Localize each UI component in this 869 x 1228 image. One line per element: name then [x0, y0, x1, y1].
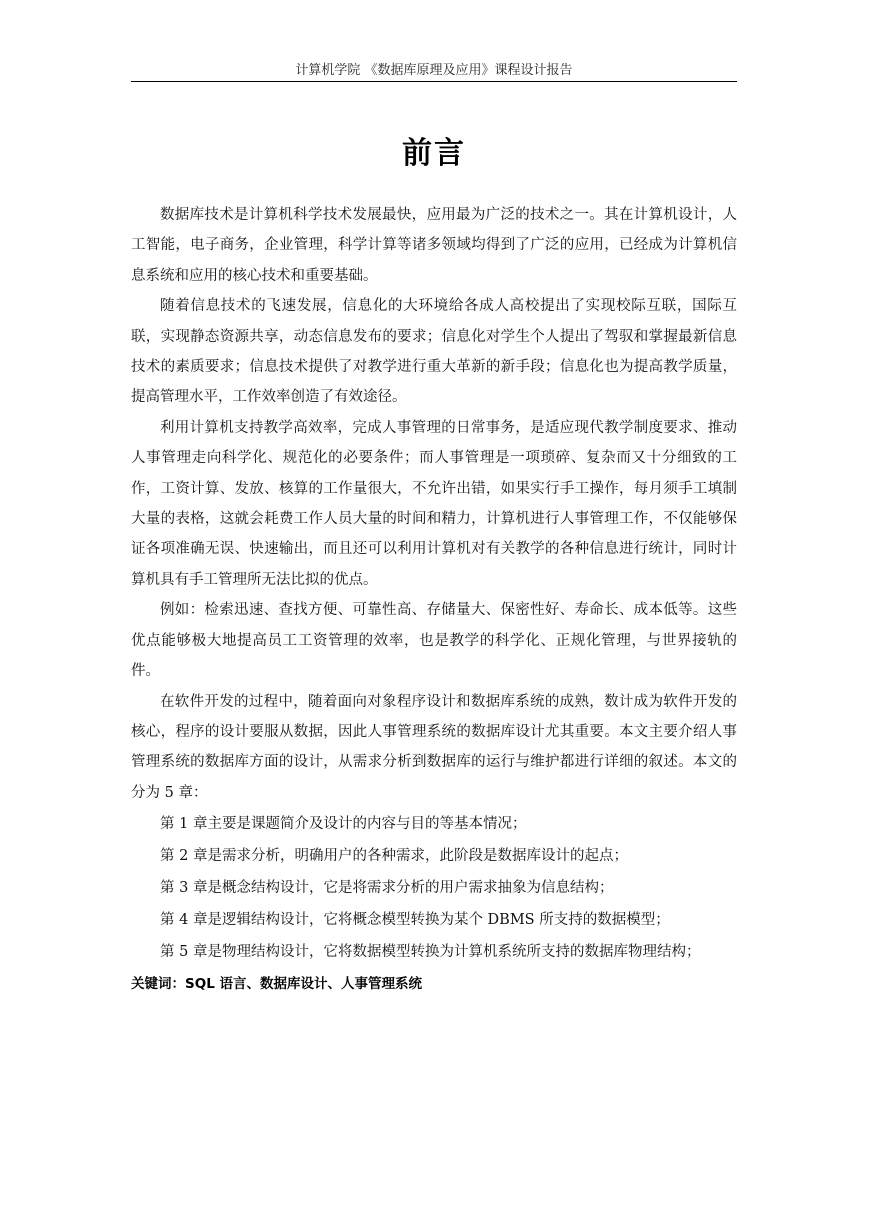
chapter-item: 第 5 章是物理结构设计，它将数据模型转换为计算机系统所支持的数据库物理结构；: [160, 944, 701, 961]
chapter-item: 第 3 章是概念结构设计，它是将需求分析的用户需求抽象为信息结构；: [160, 880, 614, 897]
page-title: 前言: [402, 136, 466, 171]
page-header: 计算机学院 《数据库原理及应用》课程设计报告: [295, 63, 573, 78]
paragraph: 例如：检索迅速、查找方便、可靠性高、存储量大、保密性好、寿命长、成本低等。这些优点能够极大地提高员工工资管理的效率，也是教学的科学化、正规化管理，与世界接轨的件。: [131, 602, 737, 680]
paragraph: 随着信息技术的飞速发展，信息化的大环境给各成人高校提出了实现校际互联，国际互联，实现静态资源共享，动态信息发布的要求；信息化对学生个人提出了驾驭和掌握最新信息技术的素质要求；信息技术提供了对教学进行重大革新的新手段；信息化也为提高教学质量，提高管理水平，工作效率创造了有效途径。: [131, 298, 737, 406]
paragraph: 利用计算机支持教学高效率，完成人事管理的日常事务，是适应现代教学制度要求、推动人事管理走向科学化、规范化的必要条件；而人事管理是一项琐碎、复杂而又十分细致的工作，工资计算、发放、核算的工作量很大，不允许出错，如果实行手工操作，每月须手工填制大量的表格，这就会耗费工作人员大量的时间和精力，计算机进行人事管理工作，不仅能够保证各项准确无误、快速输出，而且还可以利用计算机对有关教学的各种信息进行统计，同时计算机具有手工管理所无法比拟的优点。: [131, 419, 737, 588]
keywords-line: 关键词：SQL 语言、数据库设计、人事管理系统: [131, 976, 423, 993]
paragraph: 在软件开发的过程中，随着面向对象程序设计和数据库系统的成熟，数计成为软件开发的核心，程序的设计要服从数据，因此人事管理系统的数据库设计尤其重要。本文主要介绍人事管理系统的数据库方面的设计，从需求分析到数据库的运行与维护都进行详细的叙述。本文的分为 5 章：: [131, 693, 737, 801]
chapter-item: 第 2 章是需求分析，明确用户的各种需求，此阶段是数据库设计的起点；: [160, 848, 628, 865]
header-divider: [131, 81, 737, 82]
chapter-list: [131, 808, 737, 968]
document-body: [131, 200, 737, 1000]
paragraph: 数据库技术是计算机科学技术发展最快，应用最为广泛的技术之一。其在计算机设计，人工智能，电子商务，企业管理，科学计算等诸多领域均得到了广泛的应用，已经成为计算机信息系统和应用的核心技术和重要基础。: [131, 207, 737, 284]
chapter-item: 第 4 章是逻辑结构设计，它将概念模型转换为某个 DBMS 所支持的数据模型；: [160, 912, 670, 929]
chapter-item: 第 1 章主要是课题简介及设计的内容与目的等基本情况；: [160, 816, 527, 833]
